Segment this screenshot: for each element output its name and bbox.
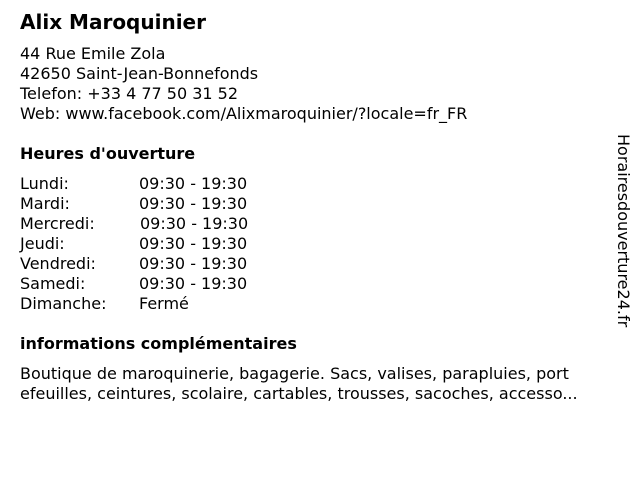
hours-day: Mercredi: (20, 214, 95, 233)
website-link[interactable]: Web: www.facebook.com/Alixmaroquinier/?locale=fr_FR (20, 104, 468, 123)
hours-day: Vendredi: (20, 254, 96, 273)
hours-day: Mardi: (20, 194, 70, 213)
additional-info-text (20, 364, 630, 404)
hours-day: Jeudi: (20, 234, 65, 253)
business-name: Alix Maroquinier (20, 10, 206, 34)
opening-hours-heading: Heures d'ouverture (20, 144, 196, 163)
phone-number: Telefon: +33 4 77 50 31 52 (20, 84, 239, 103)
hours-time: 09:30 - 19:30 (139, 274, 248, 293)
hours-time: 09:30 - 19:30 (139, 234, 248, 253)
hours-time: 09:30 - 19:30 (140, 214, 249, 233)
info-line: efeuilles, ceintures, scolaire, cartables, trousses, sacoches, accesso... (20, 384, 578, 403)
hours-time: 09:30 - 19:30 (139, 194, 248, 213)
address-city: 42650 Saint-Jean-Bonnefonds (20, 64, 259, 83)
contact-block (20, 44, 467, 124)
hours-day: Lundi: (20, 174, 69, 193)
additional-info-heading: informations complémentaires (20, 334, 297, 353)
hours-time: Fermé (139, 294, 189, 313)
site-watermark: Horairesdouverture24.fr (614, 134, 633, 328)
hours-day: Samedi: (20, 274, 86, 293)
hours-day: Dimanche: (20, 294, 107, 313)
address-street: 44 Rue Emile Zola (20, 44, 166, 63)
hours-time: 09:30 - 19:30 (139, 254, 248, 273)
hours-time: 09:30 - 19:30 (139, 174, 248, 193)
info-line: Boutique de maroquinerie, bagagerie. Sacs, valises, parapluies, port (20, 364, 569, 383)
